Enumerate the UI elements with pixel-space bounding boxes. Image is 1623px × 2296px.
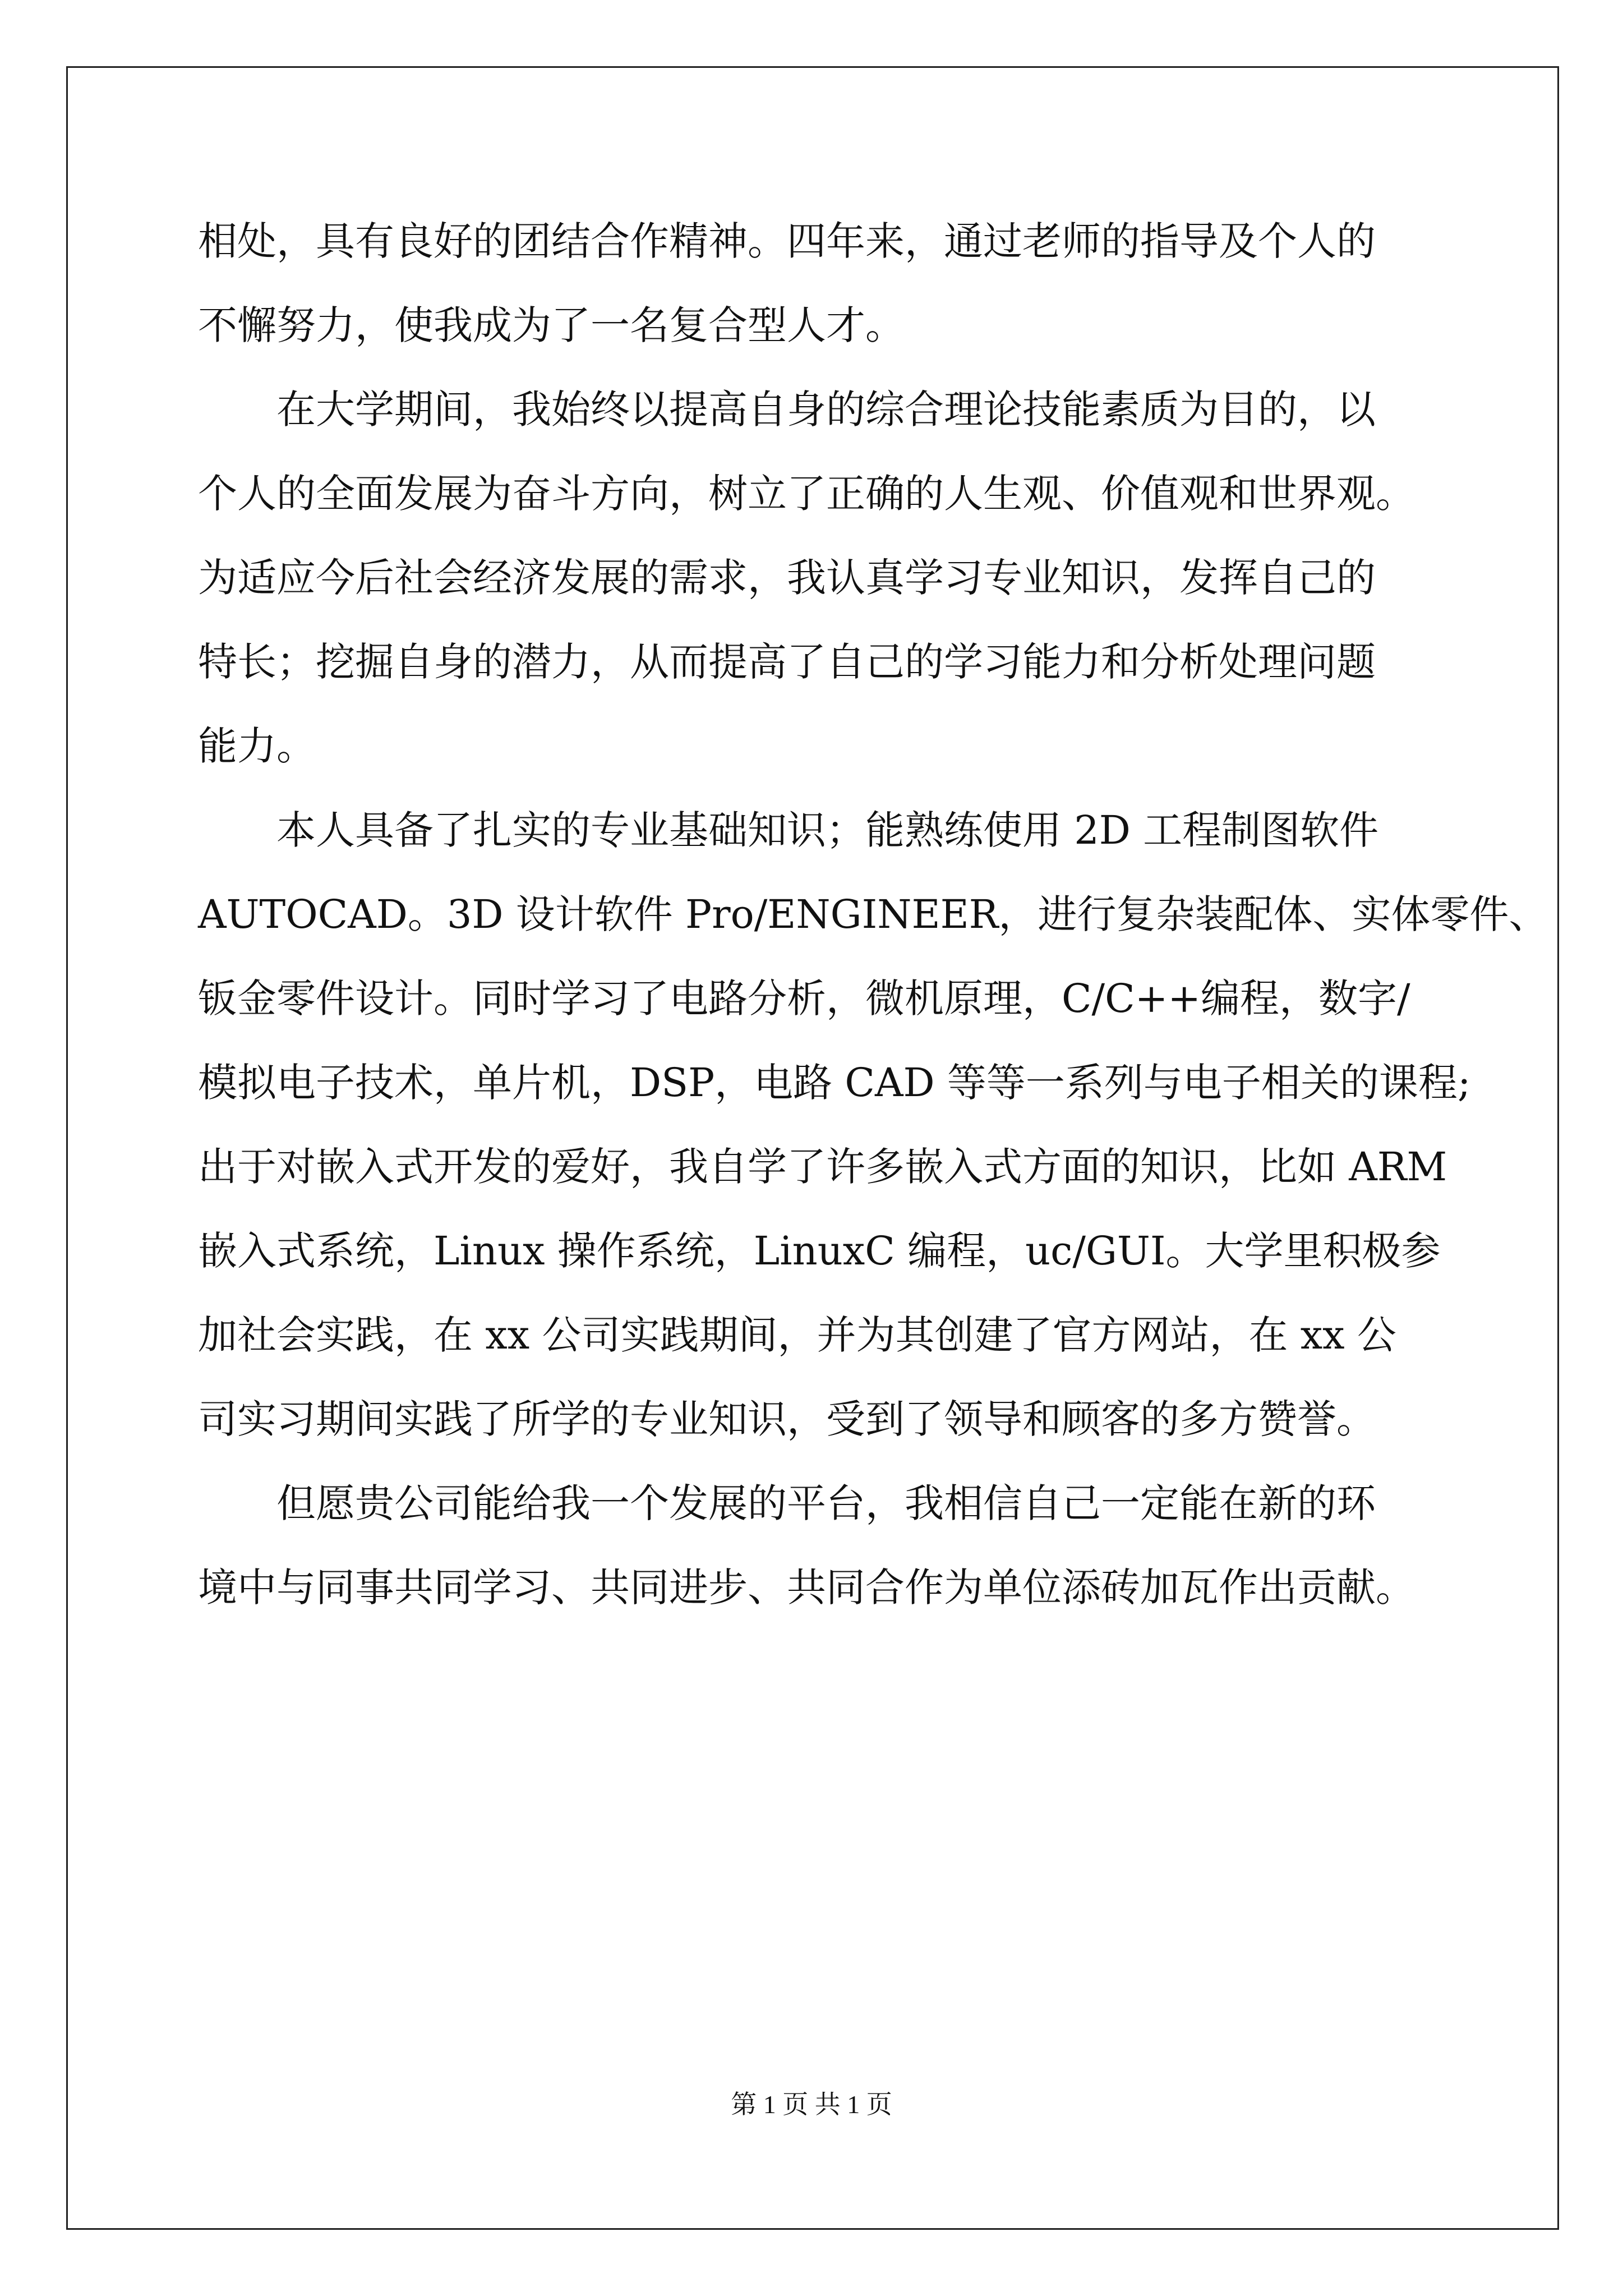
text-line: 境中与同事共同学习、共同进步、共同合作为单位添砖加瓦作出贡献。 bbox=[198, 1565, 1415, 1611]
text-line: 不懈努力，使我成为了一名复合型人才。 bbox=[198, 302, 905, 348]
text-line: 加社会实践，在 xx 公司实践期间，并为其创建了官方网站，在 xx 公 bbox=[198, 1312, 1396, 1358]
text-line: 司实习期间实践了所学的专业知识，受到了领导和顾客的多方赞誉。 bbox=[198, 1396, 1376, 1442]
paragraph-start-line: 在大学期间，我始终以提高自身的综合理论技能素质为目的，以 bbox=[276, 386, 1376, 432]
text-line: 钣金零件设计。同时学习了电路分析，微机原理，C/C++编程，数字/ bbox=[198, 976, 1410, 1022]
text-line: 能力。 bbox=[198, 723, 316, 769]
text-line: 个人的全面发展为奋斗方向，树立了正确的人生观、价值观和世界观。 bbox=[198, 471, 1415, 517]
text-line: 相处，具有良好的团结合作精神。四年来，通过老师的指导及个人的 bbox=[198, 218, 1376, 264]
paragraph-start-line: 本人具备了扎实的专业基础知识；能熟练使用 2D 工程制图软件 bbox=[276, 807, 1379, 853]
text-line: 模拟电子技术，单片机，DSP，电路 CAD 等等一系列与电子相关的课程; bbox=[198, 1060, 1471, 1106]
text-line: 特长；挖掘自身的潜力，从而提高了自己的学习能力和分析处理问题 bbox=[198, 639, 1376, 685]
text-line: 为适应今后社会经济发展的需求，我认真学习专业知识，发挥自己的 bbox=[198, 555, 1376, 601]
text-line: 嵌入式系统，Linux 操作系统，LinuxC 编程，uc/GUI。大学里积极参 bbox=[198, 1228, 1441, 1274]
paragraph-start-line: 但愿贵公司能给我一个发展的平台，我相信自己一定能在新的环 bbox=[276, 1480, 1376, 1526]
text-line: AUTOCAD。3D 设计软件 Pro/ENGINEER，进行复杂装配体、实体零件、 bbox=[198, 891, 1548, 937]
page-footer: 第 1 页 共 1 页 bbox=[731, 2090, 892, 2119]
text-line: 出于对嵌入式开发的爱好，我自学了许多嵌入式方面的知识，比如 ARM bbox=[198, 1144, 1447, 1190]
